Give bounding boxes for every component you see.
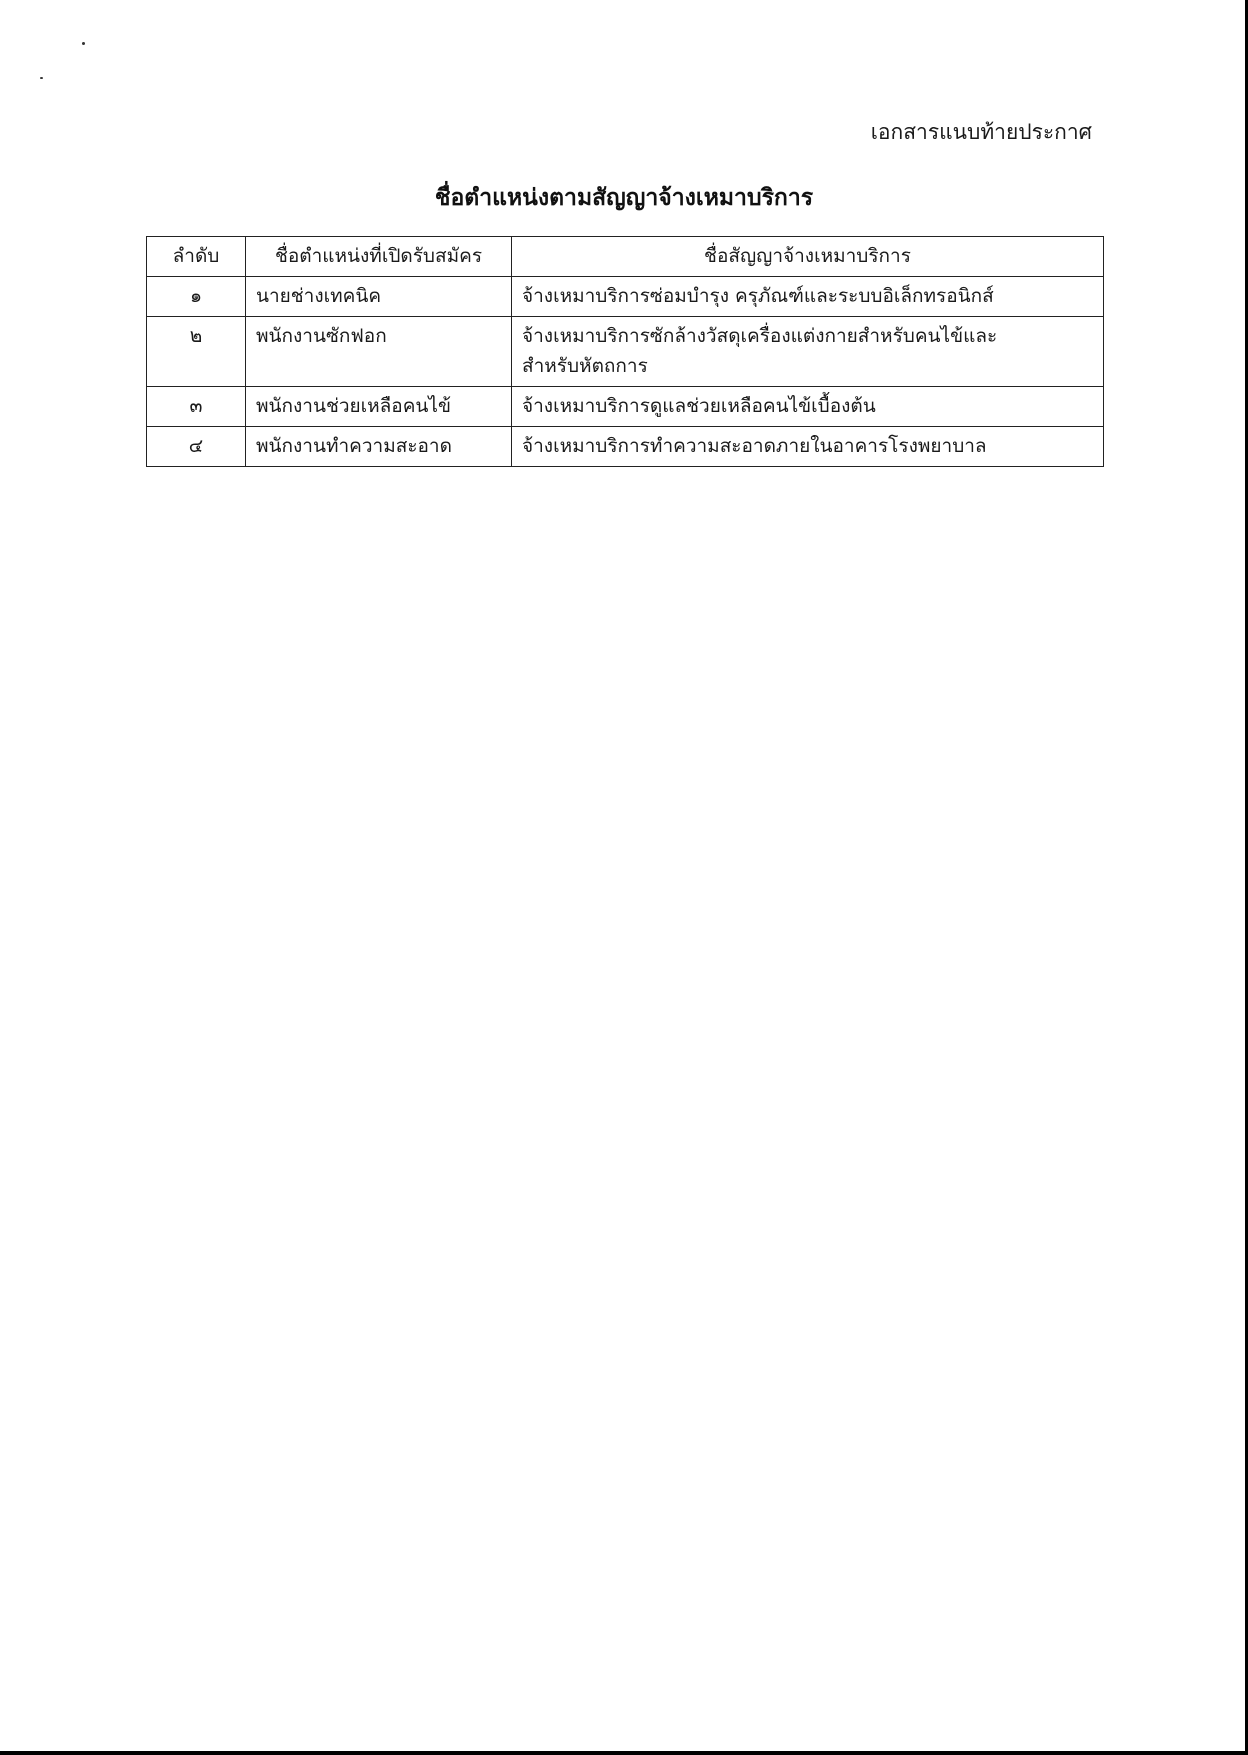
table-row (147, 317, 1104, 387)
row-no: ๒ (147, 317, 246, 387)
scan-speck (82, 42, 85, 45)
scan-edge-bottom (0, 1751, 1248, 1755)
scan-speck (40, 77, 43, 79)
row-contract: จ้างเหมาบริการซ่อมบำรุง ครุภัณฑ์และระบบอิเล็กทรอนิกส์ (512, 277, 1104, 317)
row-contract: จ้างเหมาบริการทำความสะอาดภายในอาคารโรงพยาบาล (512, 427, 1104, 467)
positions-table (146, 236, 1104, 467)
attachment-note: เอกสารแนบท้ายประกาศ (870, 120, 1092, 144)
row-no: ๓ (147, 387, 246, 427)
row-contract: จ้างเหมาบริการซักล้างวัสดุเครื่องแต่งกายสำหรับคนไข้และสำหรับหัตถการ (512, 317, 1104, 387)
row-contract: จ้างเหมาบริการดูแลช่วยเหลือคนไข้เบื้องต้น (512, 387, 1104, 427)
row-no: ๑ (147, 277, 246, 317)
table-row (147, 387, 1104, 427)
table-row (147, 277, 1104, 317)
header-contract: ชื่อสัญญาจ้างเหมาบริการ (512, 237, 1104, 277)
row-position: นายช่างเทคนิค (246, 277, 512, 317)
document-title: ชื่อตำแหน่งตามสัญญาจ้างเหมาบริการ (434, 185, 814, 211)
table-header-row (147, 237, 1104, 277)
table-row (147, 427, 1104, 467)
row-position: พนักงานซักฟอก (246, 317, 512, 387)
header-no: ลำดับ (147, 237, 246, 277)
row-no: ๔ (147, 427, 246, 467)
header-position: ชื่อตำแหน่งที่เปิดรับสมัคร (246, 237, 512, 277)
row-position: พนักงานช่วยเหลือคนไข้ (246, 387, 512, 427)
row-position: พนักงานทำความสะอาด (246, 427, 512, 467)
